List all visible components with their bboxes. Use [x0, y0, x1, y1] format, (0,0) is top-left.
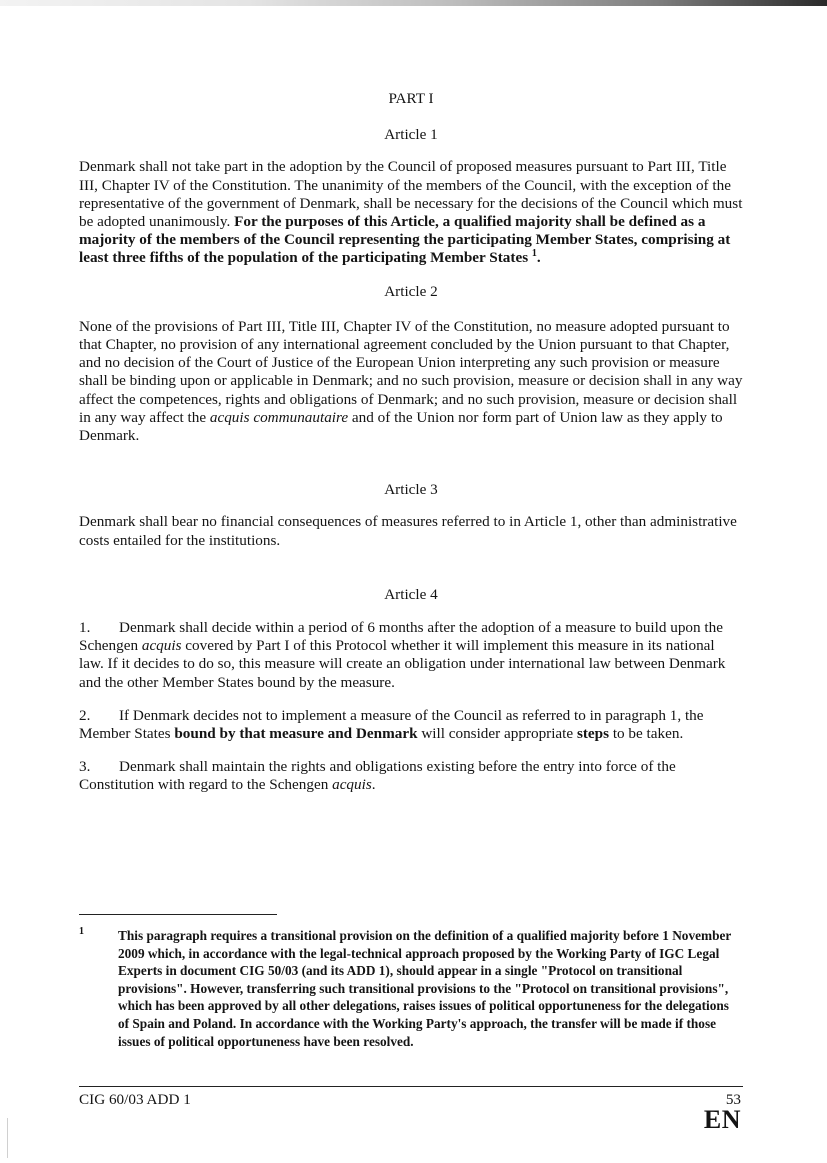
article-4-paragraph-3	[79, 758, 743, 794]
article-2-text-a: None of the provisions of Part III, Title III, Chapter IV of the Constitution, no measure adopted pursuant to that Chapter, no provision of any international agreement concluded by the Union pursuant to that Chapter, and no decision of the Court of Justice of the European Union interpreting any such provision or measure shall be binding upon or applicable in Denmark; and no such provision, measure or decision shall in any way affect the competences, rights and obligations of Denmark; and no such provision, measure or decision shall in any way affect the	[79, 317, 743, 426]
footnote-reference[interactable]: 1	[531, 248, 537, 260]
paragraph-number: 1.	[79, 619, 91, 637]
article-2-text-italic: acquis communautaire	[209, 408, 349, 426]
scan-margin-artifact	[7, 1118, 8, 1158]
document-reference: CIG 60/03 ADD 1	[79, 1091, 191, 1108]
article-4-p1-text-italic: acquis	[141, 637, 182, 655]
article-4-paragraph-2	[79, 707, 743, 743]
article-2-text-b: and of the Union nor form part of Union law as they apply to Denmark.	[79, 408, 723, 445]
article-4-p3-text-b: .	[371, 776, 376, 794]
article-4-p3-text-italic: acquis	[332, 776, 372, 794]
article-2-heading: Article 2	[384, 282, 438, 300]
article-4-p1-text-b: covered by Part I of this Protocol whether it will implement this measure in its national law. If it decides to do so, this measure will create an obligation under international law between Denmark and the other Member States bound by the measure.	[79, 637, 726, 691]
article-4-p1-text-a: Denmark shall decide within a period of 6 months after the adoption of a measure to build upon the Schengen	[79, 619, 723, 655]
paragraph-number: 2.	[79, 706, 91, 724]
article-4-p2-text-bold-b: steps	[576, 725, 610, 743]
article-4-p2-text-a: If Denmark decides not to implement a measure of the Council as referred to in paragraph 1, the Member States	[79, 706, 704, 743]
article-4-p2-text-c: to be taken.	[609, 725, 684, 743]
footnote	[79, 927, 743, 1050]
page-number: 53	[725, 1091, 741, 1108]
article-3-heading: Article 3	[384, 481, 438, 499]
footnote-divider	[79, 914, 277, 915]
article-1-text	[79, 158, 743, 267]
scan-edge-artifact	[0, 0, 827, 6]
article-3-text: Denmark shall bear no financial consequences of measures referred to in Article 1, other than administrative costs entailed for the institutions.	[79, 513, 737, 549]
article-4-p2-text-b: will consider appropriate	[417, 725, 577, 743]
article-4-p3-text-a: Denmark shall maintain the rights and obligations existing before the entry into force of the Constitution with regard to the Schengen	[79, 758, 676, 794]
footer-divider	[79, 1086, 743, 1087]
article-1-text-plain: Denmark shall not take part in the adoption by the Council of proposed measures pursuant to Part III, Title III, Chapter IV of the Constitution. The unanimity of the members of the Council, with the exception of the representative of the government of Denmark, shall be necessary for the decisions of the Council which must be adopted unanimously.	[79, 158, 743, 231]
article-4-heading: Article 4	[384, 585, 438, 603]
article-1-text-end: .	[536, 249, 541, 267]
article-1-heading: Article 1	[384, 126, 438, 144]
part-heading: PART I	[388, 90, 434, 107]
paragraph-number: 3.	[79, 758, 91, 776]
document-body	[79, 90, 743, 795]
article-4-p2-text-bold-a: bound by that measure and Denmark	[174, 725, 418, 743]
article-4-paragraph-1	[79, 619, 743, 692]
language-code: EN	[703, 1105, 741, 1134]
footnote-mark: 1	[79, 926, 84, 937]
article-1-text-bold: For the purposes of this Article, a qualified majority shall be defined as a majority of the members of the Council representing the participating Member States, comprising at least three fifths of the population of the participating Member States	[79, 213, 731, 267]
article-2-text	[79, 318, 743, 445]
footnote-text: This paragraph requires a transitional provision on the definition of a qualified majority before 1 November 2009 which, in accordance with the legal-technical approach proposed by the Working Party of IGC Legal Experts in document CIG 50/03 (and its ADD 1), should appear in a single "Protocol on transitional provisions". However, transferring such transitional provisions to the "Protocol on transitional provisions", which has been approved by all other delegations, raises issues of political opportuneness for the delegations of Spain and Poland. In accordance with the Working Party's approach, the transfer will be made if those issues of political opportuneness have been resolved.	[118, 928, 732, 1049]
